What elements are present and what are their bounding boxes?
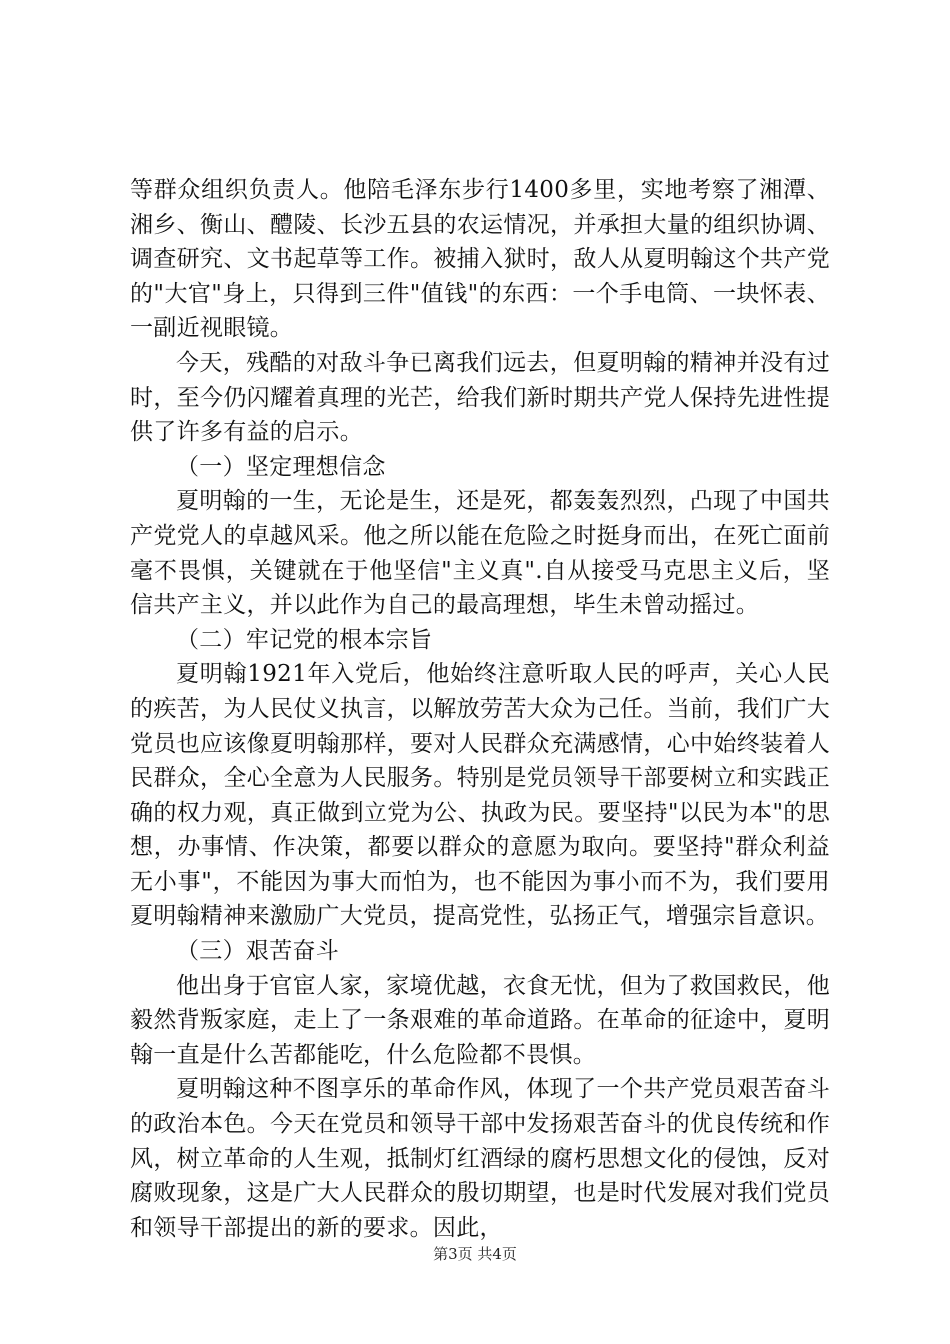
document-body [130,173,830,1245]
paragraph-background: 他出身于官宦人家，家境优越，衣食无忧，但为了救国救民，他毅然背叛家庭，走上了一条艰难的革命道路。在革命的征途中，夏明翰一直是什么苦都能吃，什么危险都不畏惧。 [130,972,830,1068]
section-heading-1: （一）坚定理想信念 [176,453,386,480]
section-heading-3: （三）艰苦奋斗 [176,938,340,965]
paragraph-today: 今天，残酷的对敌斗争已离我们远去，但夏明翰的精神并没有过时，至今仍闪耀着真理的光芒，给我们新时期共产党人保持先进性提供了许多有益的启示。 [130,349,830,446]
paragraph-purpose: 夏明翰1921年入党后，他始终注意听取人民的呼声，关心人民的疾苦，为人民仗义执言，以解放劳苦大众为己任。当前，我们广大党员也应该像夏明翰那样，要对人民群众充满感情，心中始终装着人民群众，全心全意为人民服务。特别是党员领导干部要树立和实践正确的权力观，真正做到立党为公、执政为民。要坚持"以民为本"的思想，办事情、作决策，都要以群众的意愿为取向。要坚持"群众利益无小事"，不能因为事大而怕为，也不能因为事小而不为，我们要用夏明翰精神来激励广大党员，提高党性，弘扬正气，增强宗旨意识。 [130,661,830,930]
paragraph-hard-work: 夏明翰这种不图享乐的革命作风，体现了一个共产党员艰苦奋斗的政治本色。今天在党员和领导干部中发扬艰苦奋斗的优良传统和作风，树立革命的人生观，抵制灯红酒绿的腐朽思想文化的侵蚀，反对腐败现象，这是广大人民群众的殷切期望，也是时代发展对我们党员和领导干部提出的新的要求。因此， [130,1076,830,1241]
paragraph-ideals: 夏明翰的一生，无论是生，还是死，都轰轰烈烈，凸现了中国共产党党人的卓越风采。他之所以能在危险之时挺身而出，在死亡面前毫不畏惧，关键就在于他坚信"主义真".自从接受马克思主义后，坚信共产主义，并以此作为自己的最高理想，毕生未曾动摇过。 [130,488,830,619]
page-number-footer: 第3页 共4页 [433,1245,517,1263]
section-heading-2: （二）牢记党的根本宗旨 [176,626,433,653]
paragraph-continued: 等群众组织负责人。他陪毛泽东步行1400多里，实地考察了湘潭、湘乡、衡山、醴陵、长沙五县的农运情况，并承担大量的组织协调、调查研究、文书起草等工作。被捕入狱时，敌人从夏明翰这个共产党的"大官"身上，只得到三件"值钱"的东西：一个手电筒、一块怀表、一副近视眼镜。 [130,177,830,342]
